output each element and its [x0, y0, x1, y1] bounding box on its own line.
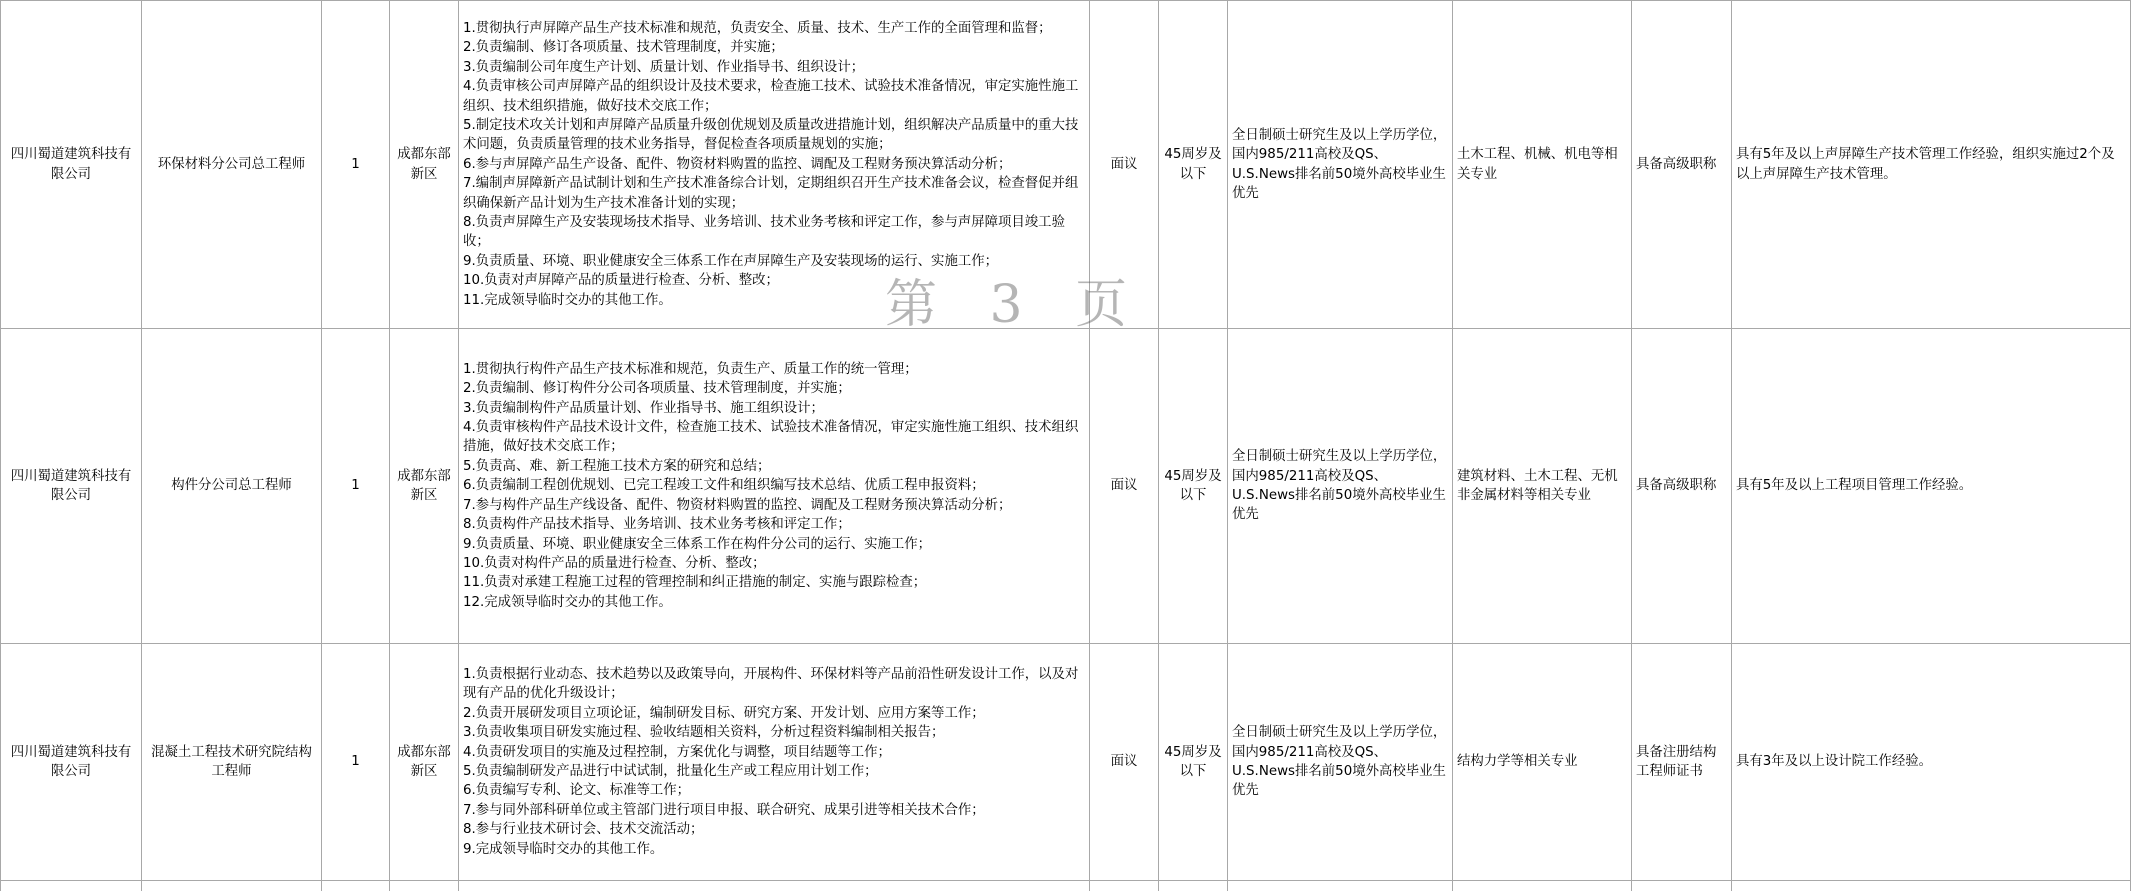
experience-cell[interactable]: 具有5年及以上工程项目管理工作经验。 [1732, 329, 2131, 644]
method-cell[interactable]: 面议 [1090, 644, 1159, 881]
duties-cell[interactable] [459, 644, 1090, 881]
title-requirement-cell[interactable]: 具备高级职称 [1632, 329, 1732, 644]
duty-line: 4.负责审核构件产品技术设计文件，检查施工技术、试验技术准备情况，审定实施性施工组织、技术组织措施，做好技术交底工作； [463, 418, 1085, 457]
duty-line: 12.完成领导临时交办的其他工作。 [463, 593, 1085, 612]
empty-cell[interactable] [322, 881, 390, 891]
table-row [1, 1, 2131, 329]
education-cell[interactable]: 全日制硕士研究生及以上学历学位，国内985/211高校及QS、U.S.News排名前50境外高校毕业生优先 [1228, 1, 1453, 329]
page-watermark: 第 3 页 [885, 262, 1145, 337]
position-cell[interactable]: 混凝土工程技术研究院结构工程师 [142, 644, 322, 881]
count-cell[interactable]: 1 [322, 644, 390, 881]
duty-line: 7.参与同外部科研单位或主管部门进行项目申报、联合研究、成果引进等相关技术合作； [463, 801, 1085, 820]
method-cell[interactable]: 面议 [1090, 1, 1159, 329]
duty-line: 10.负责对构件产品的质量进行检查、分析、整改； [463, 554, 1085, 573]
duty-line: 4.负责审核公司声屏障产品的组织设计及技术要求，检查施工技术、试验技术准备情况，审定实施性施工组织、技术组织措施，做好技术交底工作； [463, 77, 1085, 116]
education-cell[interactable]: 全日制硕士研究生及以上学历学位，国内985/211高校及QS、U.S.News排名前50境外高校毕业生优先 [1228, 329, 1453, 644]
duty-line: 1.贯彻执行构件产品生产技术标准和规范，负责生产、质量工作的统一管理； [463, 360, 1085, 379]
duty-line: 4.负责研发项目的实施及过程控制，方案优化与调整，项目结题等工作； [463, 743, 1085, 762]
empty-cell[interactable] [1090, 881, 1159, 891]
method-cell[interactable]: 面议 [1090, 329, 1159, 644]
empty-cell[interactable] [1453, 881, 1632, 891]
table-row-partial [1, 881, 2131, 891]
major-cell[interactable]: 土木工程、机械、机电等相关专业 [1453, 1, 1632, 329]
duty-line: 10.负责对声屏障产品的质量进行检查、分析、整改； [463, 271, 1085, 290]
duty-line: 8.负责声屏障生产及安装现场技术指导、业务培训、技术业务考核和评定工作，参与声屏障项目竣工验收； [463, 213, 1085, 252]
location-cell[interactable]: 成都东部新区 [390, 1, 459, 329]
duties-cell[interactable] [459, 1, 1090, 329]
duty-line: 8.负责构件产品技术指导、业务培训、技术业务考核和评定工作； [463, 515, 1085, 534]
location-cell[interactable]: 成都东部新区 [390, 329, 459, 644]
duty-line: 6.负责编制工程创优规划、已完工程竣工文件和组织编写技术总结、优质工程申报资料； [463, 476, 1085, 495]
company-cell[interactable]: 四川蜀道建筑科技有限公司 [1, 329, 142, 644]
empty-cell[interactable] [1228, 881, 1453, 891]
duty-line: 1.贯彻执行声屏障产品生产技术标准和规范，负责安全、质量、技术、生产工作的全面管理和监督； [463, 19, 1085, 38]
title-requirement-cell[interactable]: 具备注册结构工程师证书 [1632, 644, 1732, 881]
empty-cell[interactable] [1732, 881, 2131, 891]
location-cell[interactable]: 成都东部新区 [390, 644, 459, 881]
company-cell[interactable]: 四川蜀道建筑科技有限公司 [1, 644, 142, 881]
major-cell[interactable]: 建筑材料、土木工程、无机非金属材料等相关专业 [1453, 329, 1632, 644]
duty-line: 5.负责高、难、新工程施工技术方案的研究和总结； [463, 457, 1085, 476]
duty-line: 11.完成领导临时交办的其他工作。 [463, 291, 1085, 310]
duty-line: 7.参与构件产品生产线设备、配件、物资材料购置的监控、调配及工程财务预决算活动分析； [463, 496, 1085, 515]
duty-line: 6.参与声屏障产品生产设备、配件、物资材料购置的监控、调配及工程财务预决算活动分析； [463, 155, 1085, 174]
duty-line: 2.负责编制、修订各项质量、技术管理制度，并实施； [463, 38, 1085, 57]
empty-cell[interactable] [1632, 881, 1732, 891]
empty-cell[interactable] [459, 881, 1090, 891]
table-row [1, 644, 2131, 881]
duty-line: 2.负责编制、修订构件分公司各项质量、技术管理制度，并实施； [463, 379, 1085, 398]
duty-line: 8.参与行业技术研讨会、技术交流活动； [463, 820, 1085, 839]
duty-line: 5.制定技术攻关计划和声屏障产品质量升级创优规划及质量改进措施计划，组织解决产品质量中的重大技术问题，负责质量管理的技术业务指导，督促检查各项质量规划的实施； [463, 116, 1085, 155]
duty-line: 1.负责根据行业动态、技术趋势以及政策导向，开展构件、环保材料等产品前沿性研发设计工作，以及对现有产品的优化升级设计； [463, 665, 1085, 704]
position-cell[interactable]: 环保材料分公司总工程师 [142, 1, 322, 329]
company-cell[interactable]: 四川蜀道建筑科技有限公司 [1, 1, 142, 329]
empty-cell[interactable] [142, 881, 322, 891]
duty-line: 3.负责收集项目研发实施过程、验收结题相关资料，分析过程资料编制相关报告； [463, 723, 1085, 742]
age-cell[interactable]: 45周岁及以下 [1159, 644, 1228, 881]
duty-line: 2.负责开展研发项目立项论证，编制研发目标、研究方案、开发计划、应用方案等工作； [463, 704, 1085, 723]
education-cell[interactable]: 全日制硕士研究生及以上学历学位，国内985/211高校及QS、U.S.News排名前50境外高校毕业生优先 [1228, 644, 1453, 881]
duty-line: 3.负责编制公司年度生产计划、质量计划、作业指导书、组织设计； [463, 58, 1085, 77]
empty-cell[interactable] [390, 881, 459, 891]
age-cell[interactable]: 45周岁及以下 [1159, 1, 1228, 329]
duty-line: 9.负责质量、环境、职业健康安全三体系工作在声屏障生产及安装现场的运行、实施工作； [463, 252, 1085, 271]
duty-line: 7.编制声屏障新产品试制计划和生产技术准备综合计划，定期组织召开生产技术准备会议，检查督促并组织确保新产品计划为生产技术准备计划的实现； [463, 174, 1085, 213]
duty-line: 3.负责编制构件产品质量计划、作业指导书、施工组织设计； [463, 399, 1085, 418]
age-cell[interactable]: 45周岁及以下 [1159, 329, 1228, 644]
count-cell[interactable]: 1 [322, 329, 390, 644]
count-cell[interactable]: 1 [322, 1, 390, 329]
empty-cell[interactable] [1159, 881, 1228, 891]
duty-line: 6.负责编写专利、论文、标准等工作； [463, 781, 1085, 800]
duty-line: 9.完成领导临时交办的其他工作。 [463, 840, 1085, 859]
experience-cell[interactable]: 具有3年及以上设计院工作经验。 [1732, 644, 2131, 881]
major-cell[interactable]: 结构力学等相关专业 [1453, 644, 1632, 881]
title-requirement-cell[interactable]: 具备高级职称 [1632, 1, 1732, 329]
experience-cell[interactable]: 具有5年及以上声屏障生产技术管理工作经验，组织实施过2个及以上声屏障生产技术管理。 [1732, 1, 2131, 329]
duties-cell[interactable] [459, 329, 1090, 644]
duty-line: 5.负责编制研发产品进行中试试制，批量化生产或工程应用计划工作； [463, 762, 1085, 781]
duty-line: 11.负责对承建工程施工过程的管理控制和纠正措施的制定、实施与跟踪检查； [463, 573, 1085, 592]
empty-cell[interactable] [1, 881, 142, 891]
duty-line: 9.负责质量、环境、职业健康安全三体系工作在构件分公司的运行、实施工作； [463, 535, 1085, 554]
position-cell[interactable]: 构件分公司总工程师 [142, 329, 322, 644]
table-row [1, 329, 2131, 644]
